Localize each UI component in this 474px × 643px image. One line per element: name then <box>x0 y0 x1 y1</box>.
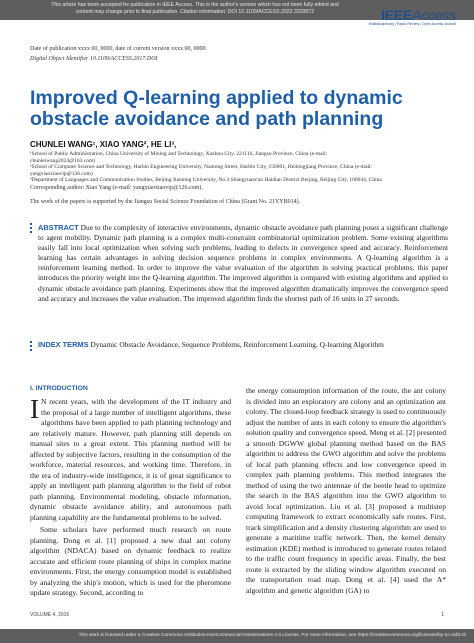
intro-paragraph-2: Some scholars have performed much research on route planning. Dong et al. [1] proposed a new dual ant colony algorithm (NDACA) based on dynamic feedback to realize accurate and efficient route planning of ships in complex marine environments. First, the energy consumption model is established by analyzing the ship's motion, which is used for the pheromone update strategy. Second, according to <box>30 525 231 597</box>
intro-left-column <box>30 394 231 599</box>
affiliation-2-email: yangxiaoxiaovip@126.com) <box>30 170 93 177</box>
affiliation-1-email: chunleiwang2024@163.com) <box>30 157 96 164</box>
journal-logo <box>369 7 456 26</box>
logo-part-ieee: IEEE <box>380 7 413 23</box>
license-note: This work is licensed under a Creative Commons Attribution-NonCommercial-NoDerivatives 4.0 License. For more information, see https://creativecommons.org/licenses/by-nc-nd/4.0/ <box>78 633 466 638</box>
doi-line: Digital Object Identifier 10.1109/ACCESS.2017.DOI <box>30 56 158 62</box>
paper-title: Improved Q-learning applied to dynamic obstacle avoidance and path planning <box>30 87 403 130</box>
intro-right-column: the energy consumption information of the route, the ant colony is divided into an exploratory ant colony and an optimization ant colony. The closed-loop feedback strategy is used to continuously adjust the number of ants in each colony to ensure the algorithm's solution quality and convergence speed. Meng et al. [2] presented a smooth DGWW global planning method based on the BAS algorithm to address the GWO algorithm and solve the problems of local path planning effects and low convergence speed in complex path planning problems. This method integrates the method of using the two antennae of the beetle head to optimize the search in the BAS algorithm into the GWO algorithm to avoid local optimization. Liu et al. [3] proposed a multistep computing framework to extract economically safe routes. First, track simplification and a density clustering algorithm are used to generate a maritime traffic network. Then, the kernel density estimation (KDE) method is introduced to generate routes related to the traffic count frequency in specific areas. Finally, the best route is extracted by the sliding window algorithm executed on the transportation road map. Dong et al. [4] used the A* algorithm and genetic algorithm (GA) to <box>246 386 446 595</box>
section-heading-introduction: I. INTRODUCTION <box>30 385 88 392</box>
affiliation-1: ¹School of Public Administration, China University of Mining and Technology, Xuzhou City, 221116, Jiangsu Province, China (e-mail: <box>30 151 328 157</box>
intro-paragraph-1 <box>30 394 231 523</box>
logo-wordmark <box>369 7 456 23</box>
corresponding-author: Corresponding author: Xiao Yang (e-mail: yangxiaoxiaovip@126.com). <box>30 185 203 191</box>
author-list: CHUNLEI WANG¹, XIAO YANG², HE LI³, <box>30 140 177 149</box>
index-terms-marker <box>30 341 34 353</box>
logo-part-access: Access <box>412 7 456 23</box>
drop-cap: I <box>30 394 39 424</box>
funding-note: The work of the papers is supported by the Jiangsu Social Science Foundation of China (Grant No. 21YYB014). <box>30 199 301 205</box>
publication-dates: Date of publication xxxx 00, 0000, date of current version xxxx 00, 0000. <box>30 46 207 52</box>
affiliation-3: ³Department of Languages and Communication Studies, Beijing Jiaotong University, No.3 Shangyuancun Haidian District Beijing, Beijing City, 100044, China <box>30 177 382 183</box>
abstract-marker <box>30 223 34 235</box>
abstract-text: Due to the complexity of interactive environments, dynamic obstacle avoidance path planning poses a significant challenge to agent mobility. Dynamic path planning is a complex multi-constraint combinatorial optimization problem. Some existing algorithms easily fall into local optimization when solving such problems, leading to defects in convergence speed and accuracy. Reinforcement learning has certain advantages in solving decision sequence problems in complex environments. A Q-learning algorithm is a reinforcement learning method. In order to improve the value evaluation of the algorithm in solving practical problems, this paper introduces the priority weight into the Q-learning algorithm. The improved algorithm is compared with existing algorithms and applied to dynamic obstacle avoidance path planning. Experiments show that the improved algorithm dramatically improves the convergence speed and accuracy and increases the value evaluation. The improved algorithm finds the shortest path of 16 units in 27 seconds. <box>38 223 448 303</box>
index-terms-label: INDEX TERMS <box>38 340 89 349</box>
abstract-label: ABSTRACT <box>38 223 79 232</box>
abstract-block <box>38 223 448 304</box>
page-number: 1 <box>441 612 444 618</box>
logo-tagline: Multidisciplinary | Rapid Review | Open Access Journal <box>368 22 456 26</box>
intro-paragraph-1-text: N recent years, with the development of the IT industry and the proposal of a large number of intelligent algorithms, these algorithms have been applied to path planning technology and are relatively mature. However, path planning still depends on manual sites to a great extent. This planning method will be affected by subjective factors, resulting in the consumption of the workforce, material resources, and working time. Therefore, in the era of industry-wide intelligence, it is of great significance to apply an intelligent path planning algorithm to the field of robot path planning. Environmental modeling, obstacle information, dynamic obstacle avoidance ability, and autonomous path planning capability are the fundamental problems to be solved. <box>30 397 231 522</box>
index-terms-text: Dynamic Obstacle Avoidance, Sequence Problems, Reinforcement Learning, Q-learning Algorithm <box>90 340 384 349</box>
volume-label: VOLUME 4, 2016 <box>30 612 70 618</box>
banner-line-1: This article has been accepted for publication in IEEE Access. This is the author's version which has not been fully edited and <box>51 2 339 8</box>
index-terms-block <box>38 340 448 350</box>
banner-line-2: content may change prior to final publication. Citation information: DOI 10.1109/ACCESS.2022.3203072 <box>75 9 315 15</box>
affiliation-2: ²School of Computer Science and Technology, Harbin Engineering University, Nantong Street, Harbin City, 150001, Heilongjiang Province, China (e-mail: <box>30 164 373 170</box>
